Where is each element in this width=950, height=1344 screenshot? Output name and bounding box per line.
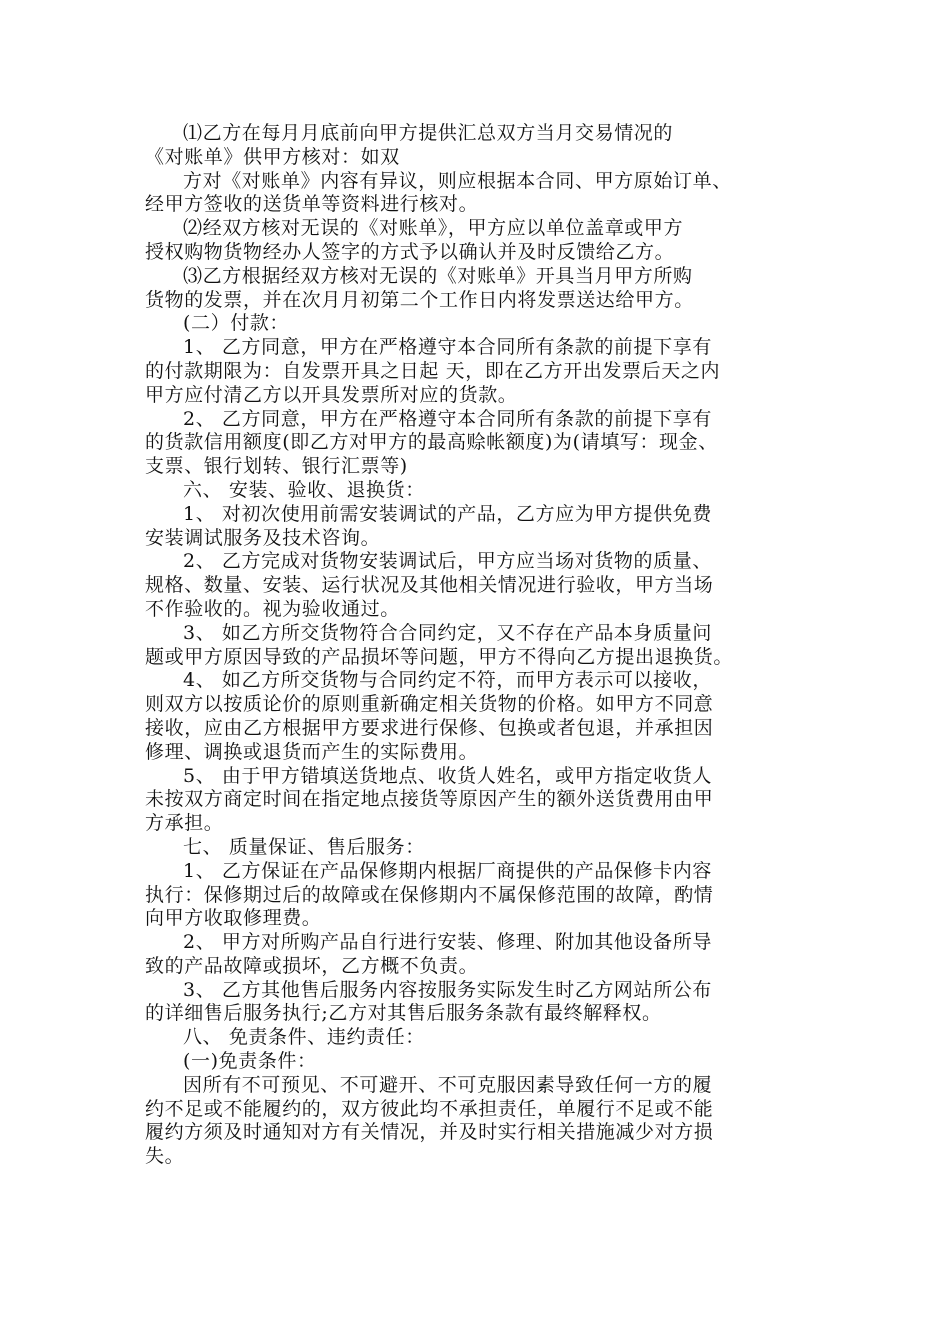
paragraph-line: ⑵经双方核对无误的《对账单》，甲方应以单位盖章或甲方 bbox=[183, 217, 684, 240]
paragraph bbox=[145, 550, 815, 621]
paragraph-line: 不作验收的。视为验收通过。 bbox=[145, 597, 400, 620]
paragraph-line: 向甲方收取修理费。 bbox=[145, 907, 322, 930]
paragraph-line: 1、 对初次使用前需安装调试的产品，乙方应为甲方提供免费 bbox=[183, 502, 712, 525]
paragraph-line: 六、 安装、验收、退换货： bbox=[183, 478, 425, 501]
paragraph-line: 未按双方商定时间在指定地点接货等原因产生的额外送货费用由甲 bbox=[145, 788, 714, 811]
paragraph-line: 3、 如乙方所交货物符合合同约定，又不存在产品本身质量问 bbox=[183, 621, 712, 644]
paragraph-line: 致的产品故障或损坏，乙方概不负责。 bbox=[145, 954, 479, 977]
paragraph bbox=[145, 336, 815, 407]
paragraph-line: 2、 乙方完成对货物安装调试后，甲方应当场对货物的质量、 bbox=[183, 550, 712, 573]
paragraph-line: ⑴乙方在每月月底前向甲方提供汇总双方当月交易情况的 bbox=[183, 122, 674, 144]
paragraph-line: 经甲方签收的送货单等资料进行核对。 bbox=[145, 193, 479, 216]
paragraph-line: (二）付款： bbox=[183, 312, 290, 335]
paragraph-line: 3、 乙方其他售后服务内容按服务实际发生时乙方网站所公布 bbox=[183, 978, 712, 1001]
paragraph bbox=[145, 860, 815, 931]
paragraph-line: 接收，应由乙方根据甲方要求进行保修、包换或者包退，并承担因 bbox=[145, 716, 714, 739]
paragraph bbox=[145, 622, 815, 670]
paragraph bbox=[145, 265, 815, 313]
paragraph-line: 2、 乙方同意，甲方在严格遵守本合同所有条款的前提下享有 bbox=[183, 407, 712, 430]
paragraph-line: 失。 bbox=[145, 1145, 185, 1168]
paragraph-line: 七、 质量保证、售后服务： bbox=[183, 835, 425, 858]
paragraph-line: 货物的发票，并在次月月初第二个工作日内将发票送达给甲方。 bbox=[145, 288, 694, 311]
paragraph-line: 则双方以按质论价的原则重新确定相关货物的价格。如甲方不同意 bbox=[145, 693, 714, 716]
paragraph-line: 5、 由于甲方错填送货地点、收货人姓名，或甲方指定收货人 bbox=[183, 764, 712, 787]
paragraph-line: 1、 乙方同意，甲方在严格遵守本合同所有条款的前提下享有 bbox=[183, 336, 712, 359]
paragraph bbox=[145, 217, 815, 265]
paragraph bbox=[145, 122, 815, 170]
paragraph-line: 修理、调换或退货而产生的实际费用。 bbox=[145, 740, 479, 763]
paragraph-line: 因所有不可预见、不可避开、不可克服因素导致任何一方的履 bbox=[183, 1073, 713, 1096]
paragraph-line: 授权购物货物经办人签字的方式予以确认并及时反馈给乙方。 bbox=[145, 240, 675, 263]
paragraph bbox=[145, 836, 815, 860]
paragraph-line: 支票、银行划转、银行汇票等) bbox=[145, 455, 408, 478]
paragraph-line: ⑶乙方根据经双方核对无误的《对账单》开具当月甲方所购 bbox=[183, 264, 693, 287]
paragraph-line: 方对《对账单》内容有异议，则应根据本合同、甲方原始订单、 bbox=[183, 169, 732, 192]
paragraph bbox=[145, 931, 815, 979]
paragraph-line: 1、 乙方保证在产品保修期内根据厂商提供的产品保修卡内容 bbox=[183, 859, 712, 882]
paragraph bbox=[145, 408, 815, 479]
paragraph-line: 规格、数量、安装、运行状况及其他相关情况进行验收，甲方当场 bbox=[145, 574, 714, 597]
paragraph-line: 的详细售后服务执行;乙方对其售后服务条款有最终解释权。 bbox=[145, 1002, 662, 1025]
document-body bbox=[145, 122, 815, 1169]
paragraph-line: 甲方应付清乙方以开具发票所对应的货款。 bbox=[145, 383, 518, 406]
paragraph bbox=[145, 503, 815, 551]
paragraph-line: (一)免责条件： bbox=[183, 1050, 317, 1073]
paragraph-line: 约不足或不能履约的，双方彼此均不承担责任，单履行不足或不能 bbox=[145, 1097, 714, 1120]
paragraph bbox=[145, 765, 815, 836]
paragraph-line: 八、 免责条件、违约责任： bbox=[183, 1026, 425, 1049]
paragraph bbox=[145, 170, 815, 218]
paragraph-line: 4、 如乙方所交货物与合同约定不符，而甲方表示可以接收， bbox=[183, 669, 712, 692]
paragraph-line: 安装调试服务及技术咨询。 bbox=[145, 526, 381, 549]
paragraph bbox=[145, 669, 815, 764]
paragraph bbox=[145, 312, 815, 336]
paragraph-line: 题或甲方原因导致的产品损坏等问题，甲方不得向乙方提出退换货。 bbox=[145, 645, 734, 668]
paragraph-line: 的货款信用额度(即乙方对甲方的最高赊帐额度)为(请填写：现金、 bbox=[145, 431, 718, 454]
paragraph-line: 2、 甲方对所购产品自行进行安装、修理、附加其他设备所导 bbox=[183, 931, 712, 954]
paragraph-line: 执行：保修期过后的故障或在保修期内不属保修范围的故障，酌情 bbox=[145, 883, 714, 906]
paragraph-line: 《对账单》供甲方核对：如双 bbox=[145, 145, 400, 168]
paragraph bbox=[145, 1026, 815, 1050]
paragraph bbox=[145, 479, 815, 503]
paragraph-line: 的付款期限为：自发票开具之日起 天，即在乙方开出发票后天之内 bbox=[145, 359, 721, 382]
paragraph bbox=[145, 1074, 815, 1169]
paragraph-line: 履约方须及时通知对方有关情况，并及时实行相关措施减少对方损 bbox=[145, 1121, 714, 1144]
paragraph bbox=[145, 1050, 815, 1074]
paragraph-line: 方承担。 bbox=[145, 812, 224, 835]
paragraph bbox=[145, 979, 815, 1027]
